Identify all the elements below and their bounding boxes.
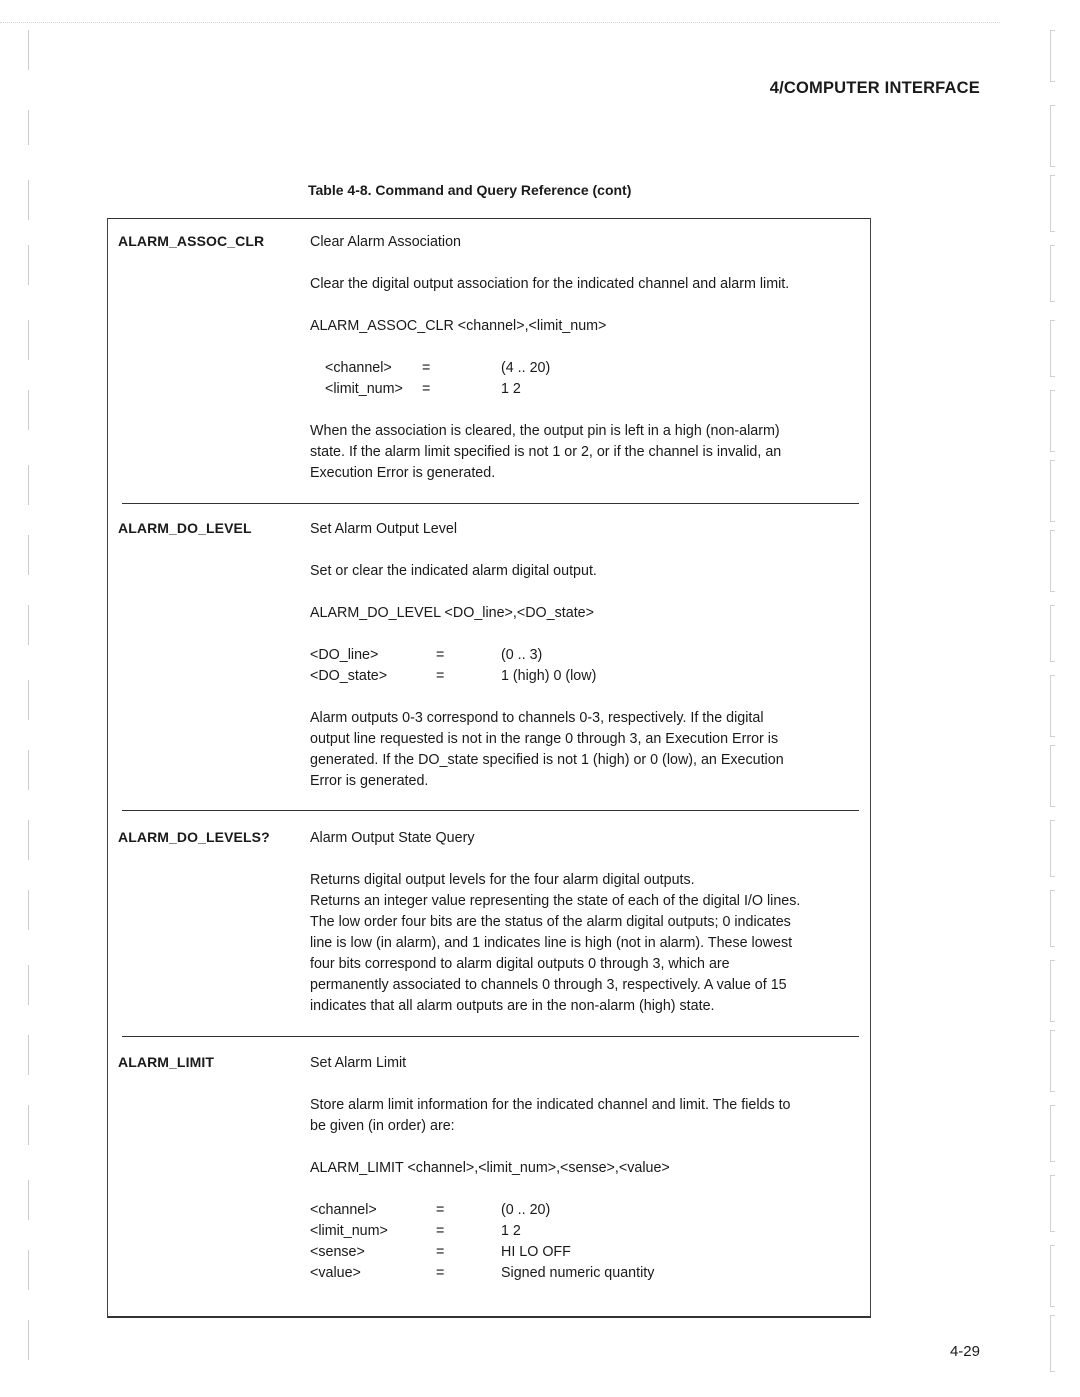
command-description-line: Returns digital output levels for the four alarm digital outputs. bbox=[310, 872, 695, 888]
parameter-row bbox=[310, 1263, 855, 1284]
table-caption: Table 4-8. Command and Query Reference (cont) bbox=[308, 182, 632, 198]
parameter-row bbox=[310, 1221, 855, 1242]
entry-separator bbox=[122, 1036, 859, 1037]
parameter-row bbox=[310, 1242, 855, 1263]
chapter-title: 4/COMPUTER INTERFACE bbox=[769, 79, 980, 97]
command-note-line: state. If the alarm limit specified is not 1 or 2, or if the channel is invalid, an bbox=[310, 444, 782, 460]
parameter-list bbox=[310, 645, 855, 687]
command-description: Set or clear the indicated alarm digital output. bbox=[310, 563, 597, 579]
parameter-row bbox=[310, 358, 855, 379]
command-note-line: generated. If the DO_state specified is not 1 (high) or 0 (low), an Execution bbox=[310, 752, 784, 768]
command-note-line: Alarm outputs 0-3 correspond to channels 0-3, respectively. If the digital bbox=[310, 710, 764, 726]
command-name: ALARM_LIMIT bbox=[118, 1054, 214, 1070]
parameter-equals: = bbox=[436, 1244, 445, 1260]
parameter-name: <value> bbox=[310, 1265, 361, 1281]
parameter-value: (0 .. 3) bbox=[501, 647, 543, 663]
command-body bbox=[310, 519, 855, 792]
parameter-equals: = bbox=[422, 360, 431, 376]
entry-separator bbox=[122, 810, 859, 811]
command-note-line: Execution Error is generated. bbox=[310, 465, 496, 481]
parameter-value: Signed numeric quantity bbox=[501, 1265, 655, 1281]
right-binding-marks bbox=[1050, 30, 1058, 1370]
command-title: Alarm Output State Query bbox=[310, 830, 475, 846]
command-syntax: ALARM_ASSOC_CLR <channel>,<limit_num> bbox=[310, 318, 607, 334]
parameter-equals: = bbox=[436, 1223, 445, 1239]
parameter-value: 1 2 bbox=[501, 1223, 521, 1239]
parameter-equals: = bbox=[436, 1202, 445, 1218]
command-description-line: The low order four bits are the status of the alarm digital outputs; 0 indicates bbox=[310, 914, 791, 930]
parameter-equals: = bbox=[436, 1265, 445, 1281]
command-description-line: line is low (in alarm), and 1 indicates line is high (not in alarm). These lowest bbox=[310, 935, 793, 951]
parameter-value: 1 (high) 0 (low) bbox=[501, 668, 597, 684]
command-description-line: permanently associated to channels 0 through 3, respectively. A value of 15 bbox=[310, 977, 787, 993]
parameter-name: <limit_num> bbox=[325, 381, 403, 397]
parameter-row bbox=[310, 1200, 855, 1221]
parameter-name: <DO_line> bbox=[310, 647, 379, 663]
parameter-value: 1 2 bbox=[501, 381, 521, 397]
command-note-line: When the association is cleared, the output pin is left in a high (non-alarm) bbox=[310, 423, 780, 439]
parameter-equals: = bbox=[422, 381, 431, 397]
command-description-line: indicates that all alarm outputs are in the non-alarm (high) state. bbox=[310, 998, 715, 1014]
command-description: Clear the digital output association for the indicated channel and alarm limit. bbox=[310, 276, 790, 292]
command-reference-table bbox=[107, 218, 871, 1318]
top-rule bbox=[0, 22, 1000, 23]
command-description-line: be given (in order) are: bbox=[310, 1118, 455, 1134]
parameter-row bbox=[310, 666, 855, 687]
command-syntax: ALARM_DO_LEVEL <DO_line>,<DO_state> bbox=[310, 605, 594, 621]
parameter-value: HI LO OFF bbox=[501, 1244, 571, 1260]
parameter-name: <limit_num> bbox=[310, 1223, 388, 1239]
parameter-row bbox=[310, 379, 855, 400]
parameter-row bbox=[310, 645, 855, 666]
entry-separator bbox=[122, 503, 859, 504]
parameter-name: <channel> bbox=[325, 360, 392, 376]
command-description-line: four bits correspond to alarm digital outputs 0 through 3, which are bbox=[310, 956, 730, 972]
parameter-value: (0 .. 20) bbox=[501, 1202, 551, 1218]
command-body bbox=[310, 828, 855, 1017]
command-name: ALARM_DO_LEVELS? bbox=[118, 829, 270, 845]
command-syntax: ALARM_LIMIT <channel>,<limit_num>,<sense>,<value> bbox=[310, 1160, 670, 1176]
parameter-name: <channel> bbox=[310, 1202, 377, 1218]
parameter-name: <DO_state> bbox=[310, 668, 388, 684]
command-body bbox=[310, 1053, 855, 1305]
command-title: Set Alarm Output Level bbox=[310, 521, 458, 537]
command-description-line: Store alarm limit information for the indicated channel and limit. The fields to bbox=[310, 1097, 791, 1113]
command-body bbox=[310, 232, 855, 484]
parameter-value: (4 .. 20) bbox=[501, 360, 551, 376]
command-note-line: output line requested is not in the range 0 through 3, an Execution Error is bbox=[310, 731, 779, 747]
command-description-line: Returns an integer value representing the state of each of the digital I/O lines. bbox=[310, 893, 801, 909]
command-note-line: Error is generated. bbox=[310, 773, 429, 789]
command-name: ALARM_ASSOC_CLR bbox=[118, 233, 265, 249]
command-title: Clear Alarm Association bbox=[310, 234, 461, 250]
left-binding-marks bbox=[28, 30, 34, 1370]
parameter-list bbox=[310, 358, 855, 400]
parameter-equals: = bbox=[436, 647, 445, 663]
command-title: Set Alarm Limit bbox=[310, 1055, 407, 1071]
parameter-list bbox=[310, 1200, 855, 1284]
command-name: ALARM_DO_LEVEL bbox=[118, 520, 252, 536]
page-number: 4-29 bbox=[949, 1343, 980, 1360]
parameter-name: <sense> bbox=[310, 1244, 365, 1260]
parameter-equals: = bbox=[436, 668, 445, 684]
